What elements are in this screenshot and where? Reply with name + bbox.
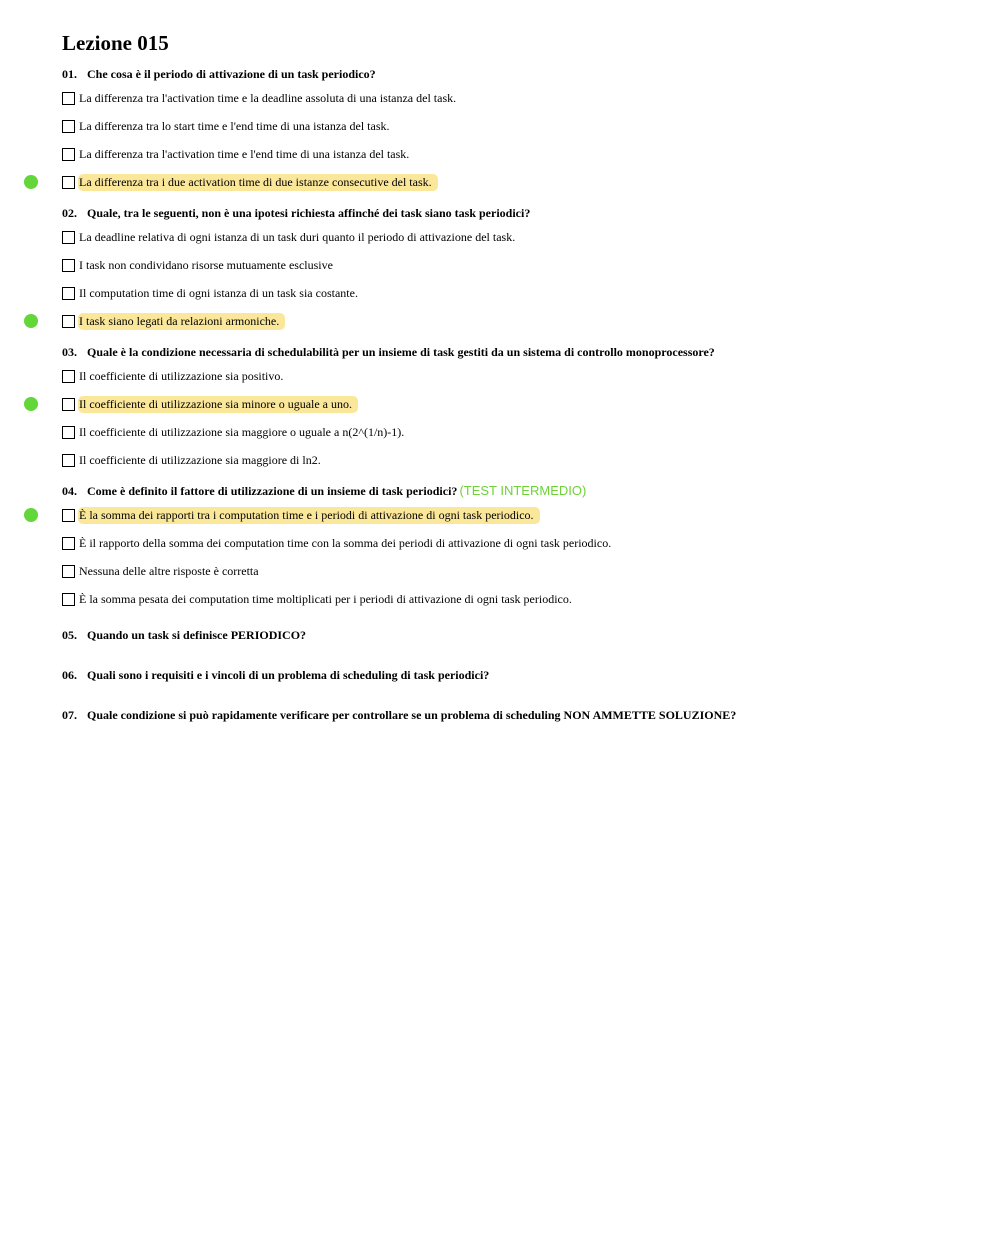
answer-checkbox[interactable] xyxy=(62,315,75,328)
test-intermedio-note: (TEST INTERMEDIO) xyxy=(459,483,587,498)
answer-checkbox[interactable] xyxy=(62,593,75,606)
question-text: Quale, tra le seguenti, non è una ipotesi richiesta affinché dei task siano task periodici? xyxy=(87,206,531,220)
answer-checkbox[interactable] xyxy=(62,176,75,189)
answer-option[interactable] xyxy=(62,362,962,390)
answer-text: La differenza tra l'activation time e l'end time di una istanza del task. xyxy=(79,146,410,161)
answer-option-correct[interactable] xyxy=(62,390,962,418)
answer-option[interactable] xyxy=(62,529,962,557)
answer-checkbox[interactable] xyxy=(62,370,75,383)
question-heading xyxy=(62,344,962,360)
answer-option-correct[interactable] xyxy=(62,501,962,529)
answer-option[interactable] xyxy=(62,279,962,307)
question-number: 05. xyxy=(62,628,77,642)
answer-checkbox[interactable] xyxy=(62,231,75,244)
question-text: Che cosa è il periodo di attivazione di un task periodico? xyxy=(87,67,376,81)
question-number: 03. xyxy=(62,345,77,359)
answer-option-correct[interactable] xyxy=(62,168,962,196)
question-heading xyxy=(62,205,962,221)
answer-option[interactable] xyxy=(62,112,962,140)
answer-checkbox[interactable] xyxy=(62,426,75,439)
question-number: 02. xyxy=(62,206,77,220)
answer-option[interactable] xyxy=(62,251,962,279)
correct-answer-dot-icon xyxy=(24,314,38,328)
correct-answer-dot-icon xyxy=(24,397,38,411)
question-number: 01. xyxy=(62,67,77,81)
answer-checkbox[interactable] xyxy=(62,92,75,105)
answer-text: È la somma pesata dei computation time moltiplicati per i periodi di attivazione di ogni task periodico. xyxy=(79,591,572,606)
answer-list xyxy=(62,84,962,196)
question-text: Quali sono i requisiti e i vincoli di un problema di scheduling di task periodici? xyxy=(87,668,490,682)
question-number: 04. xyxy=(62,484,77,498)
question-text: Quale condizione si può rapidamente verificare per controllare se un problema di scheduling NON AMMETTE SOLUZIONE? xyxy=(87,708,737,722)
question-heading xyxy=(62,483,962,499)
answer-text: La differenza tra lo start time e l'end time di una istanza del task. xyxy=(79,118,390,133)
question-number: 07. xyxy=(62,708,77,722)
answer-text: La differenza tra l'activation time e la deadline assoluta di una istanza del task. xyxy=(79,90,457,105)
answer-text-highlighted: È la somma dei rapporti tra i computation time e i periodi di attivazione di ogni task periodico. xyxy=(78,507,540,524)
answer-option[interactable] xyxy=(62,84,962,112)
answer-text: Il coefficiente di utilizzazione sia positivo. xyxy=(79,368,284,383)
answer-list xyxy=(62,501,962,613)
answer-checkbox[interactable] xyxy=(62,287,75,300)
answer-option[interactable] xyxy=(62,585,962,613)
answer-text: La deadline relativa di ogni istanza di un task duri quanto il periodo di attivazione del task. xyxy=(79,229,516,244)
answer-checkbox[interactable] xyxy=(62,148,75,161)
correct-answer-dot-icon xyxy=(24,508,38,522)
question-heading xyxy=(62,667,962,683)
question-heading xyxy=(62,66,962,82)
question-07 xyxy=(62,707,962,723)
question-02 xyxy=(62,205,962,335)
answer-checkbox[interactable] xyxy=(62,537,75,550)
answer-checkbox[interactable] xyxy=(62,120,75,133)
answer-checkbox[interactable] xyxy=(62,454,75,467)
answer-text-highlighted: I task siano legati da relazioni armoniche. xyxy=(78,313,285,330)
answer-option[interactable] xyxy=(62,446,962,474)
answer-checkbox[interactable] xyxy=(62,509,75,522)
answer-option[interactable] xyxy=(62,557,962,585)
question-06 xyxy=(62,667,962,683)
question-01 xyxy=(62,66,962,196)
question-text: Quale è la condizione necessaria di schedulabilità per un insieme di task gestiti da un sistema di controllo monoprocessore? xyxy=(87,345,715,359)
question-04 xyxy=(62,483,962,613)
answer-option-correct[interactable] xyxy=(62,307,962,335)
answer-text-highlighted: La differenza tra i due activation time di due istanze consecutive del task. xyxy=(78,174,438,191)
answer-text: Il coefficiente di utilizzazione sia maggiore o uguale a n(2^(1/n)-1). xyxy=(79,424,405,439)
answer-list xyxy=(62,362,962,474)
question-03 xyxy=(62,344,962,474)
answer-text: È il rapporto della somma dei computation time con la somma dei periodi di attivazione di ogni task periodico. xyxy=(79,535,612,550)
question-text: Come è definito il fattore di utilizzazione di un insieme di task periodici? xyxy=(87,484,458,498)
answer-text: Il coefficiente di utilizzazione sia maggiore di ln2. xyxy=(79,452,321,467)
question-text: Quando un task si definisce PERIODICO? xyxy=(87,628,307,642)
question-heading xyxy=(62,707,962,723)
question-05 xyxy=(62,627,962,643)
answer-option[interactable] xyxy=(62,223,962,251)
answer-text: Nessuna delle altre risposte è corretta xyxy=(79,563,259,578)
answer-text-highlighted: Il coefficiente di utilizzazione sia minore o uguale a uno. xyxy=(78,396,358,413)
answer-option[interactable] xyxy=(62,418,962,446)
document-page xyxy=(62,30,962,723)
answer-checkbox[interactable] xyxy=(62,259,75,272)
answer-checkbox[interactable] xyxy=(62,565,75,578)
question-number: 06. xyxy=(62,668,77,682)
question-heading xyxy=(62,627,962,643)
correct-answer-dot-icon xyxy=(24,175,38,189)
answer-text: Il computation time di ogni istanza di un task sia costante. xyxy=(79,285,358,300)
answer-list xyxy=(62,223,962,335)
answer-checkbox[interactable] xyxy=(62,398,75,411)
answer-text: I task non condividano risorse mutuamente esclusive xyxy=(79,257,333,272)
answer-option[interactable] xyxy=(62,140,962,168)
page-title: Lezione 015 xyxy=(62,31,169,55)
